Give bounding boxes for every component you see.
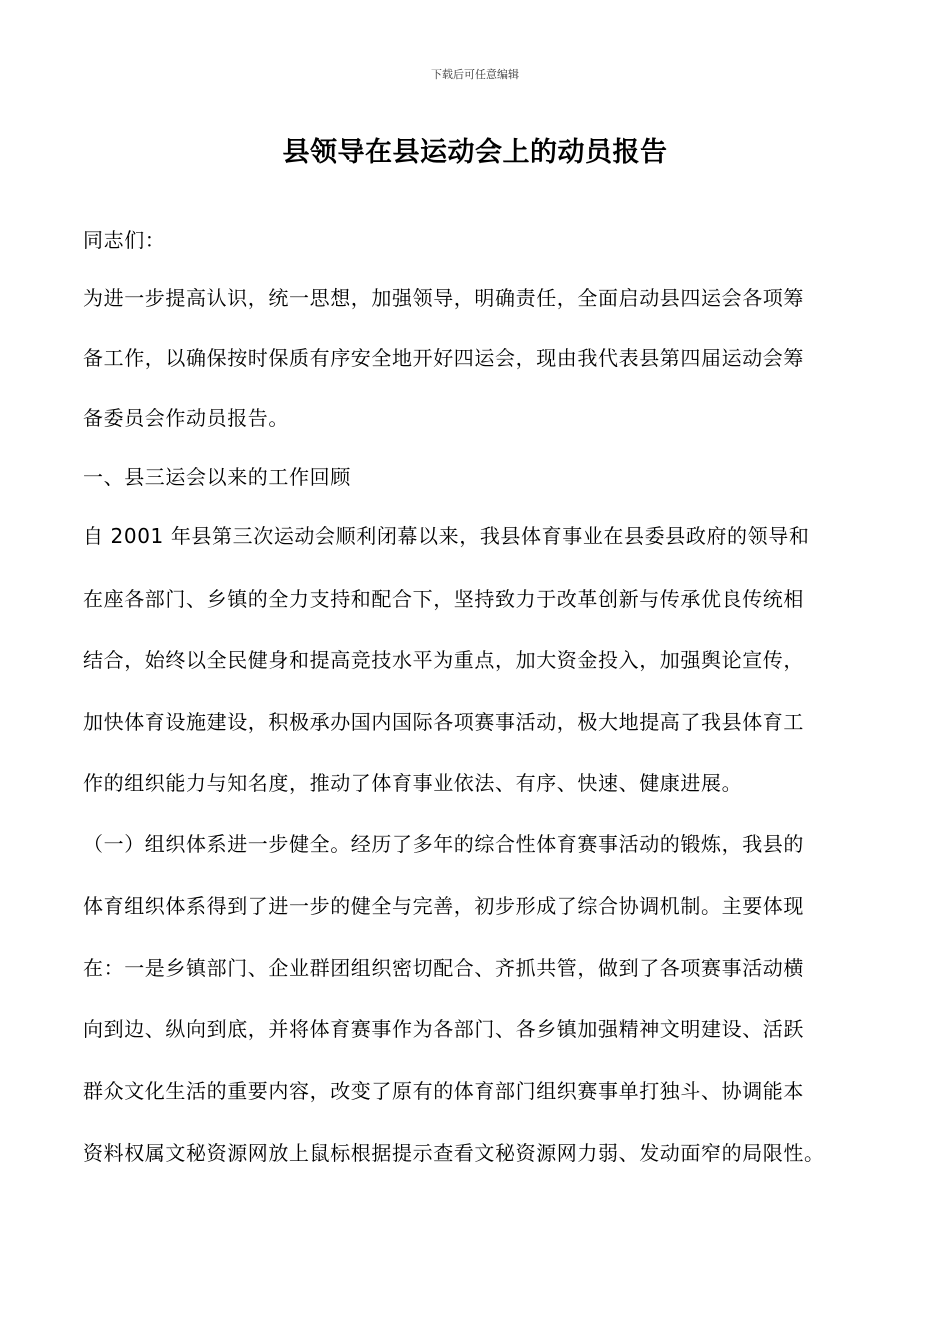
paragraph-line: 资料权属文秘资源网放上鼠标根据提示查看文秘资源网力弱、发动面窄的局限性。	[83, 1141, 825, 1165]
paragraph-line: 群众文化生活的重要内容，改变了原有的体育部门组织赛事单打独斗、协调能本	[83, 1079, 804, 1103]
subsection-line: （一）组织体系进一步健全。经历了多年的综合性体育赛事活动的锻炼，我县的	[83, 832, 804, 856]
paragraph-line: 体育组织体系得到了进一步的健全与完善，初步形成了综合协调机制。主要体现	[83, 894, 804, 918]
paragraph-line: 在：一是乡镇部门、企业群团组织密切配合、齐抓共管，做到了各项赛事活动横	[83, 956, 804, 980]
paragraph-line: 在座各部门、乡镇的全力支持和配合下，坚持致力于改革创新与传承优良传统相	[83, 587, 804, 611]
paragraph-line: 备工作，以确保按时保质有序安全地开好四运会，现由我代表县第四届运动会筹	[83, 346, 804, 370]
paragraph-line: 备委员会作动员报告。	[83, 406, 289, 430]
section-heading: 一、县三运会以来的工作回顾	[83, 465, 351, 489]
document-title: 县领导在县运动会上的动员报告	[282, 137, 668, 168]
paragraph-line: 向到边、纵向到底，并将体育赛事作为各部门、各乡镇加强精神文明建设、活跃	[83, 1017, 804, 1041]
paragraph-line: 加快体育设施建设，积极承办国内国际各项赛事活动，极大地提高了我县体育工	[83, 710, 804, 734]
paragraph-line: 作的组织能力与知名度，推动了体育事业依法、有序、快速、健康进展。	[83, 771, 743, 795]
header-note: 下载后可任意编辑	[431, 68, 519, 81]
paragraph-line: 自 2001 年县第三次运动会顺利闭幕以来，我县体育事业在县委县政府的领导和	[83, 524, 810, 548]
paragraph-line: 结合，始终以全民健身和提高竞技水平为重点，加大资金投入，加强舆论宣传，	[83, 648, 804, 672]
salutation-line: 同志们：	[83, 228, 166, 252]
paragraph-line: 为进一步提高认识，统一思想，加强领导，明确责任，全面启动县四运会各项筹	[83, 286, 804, 310]
